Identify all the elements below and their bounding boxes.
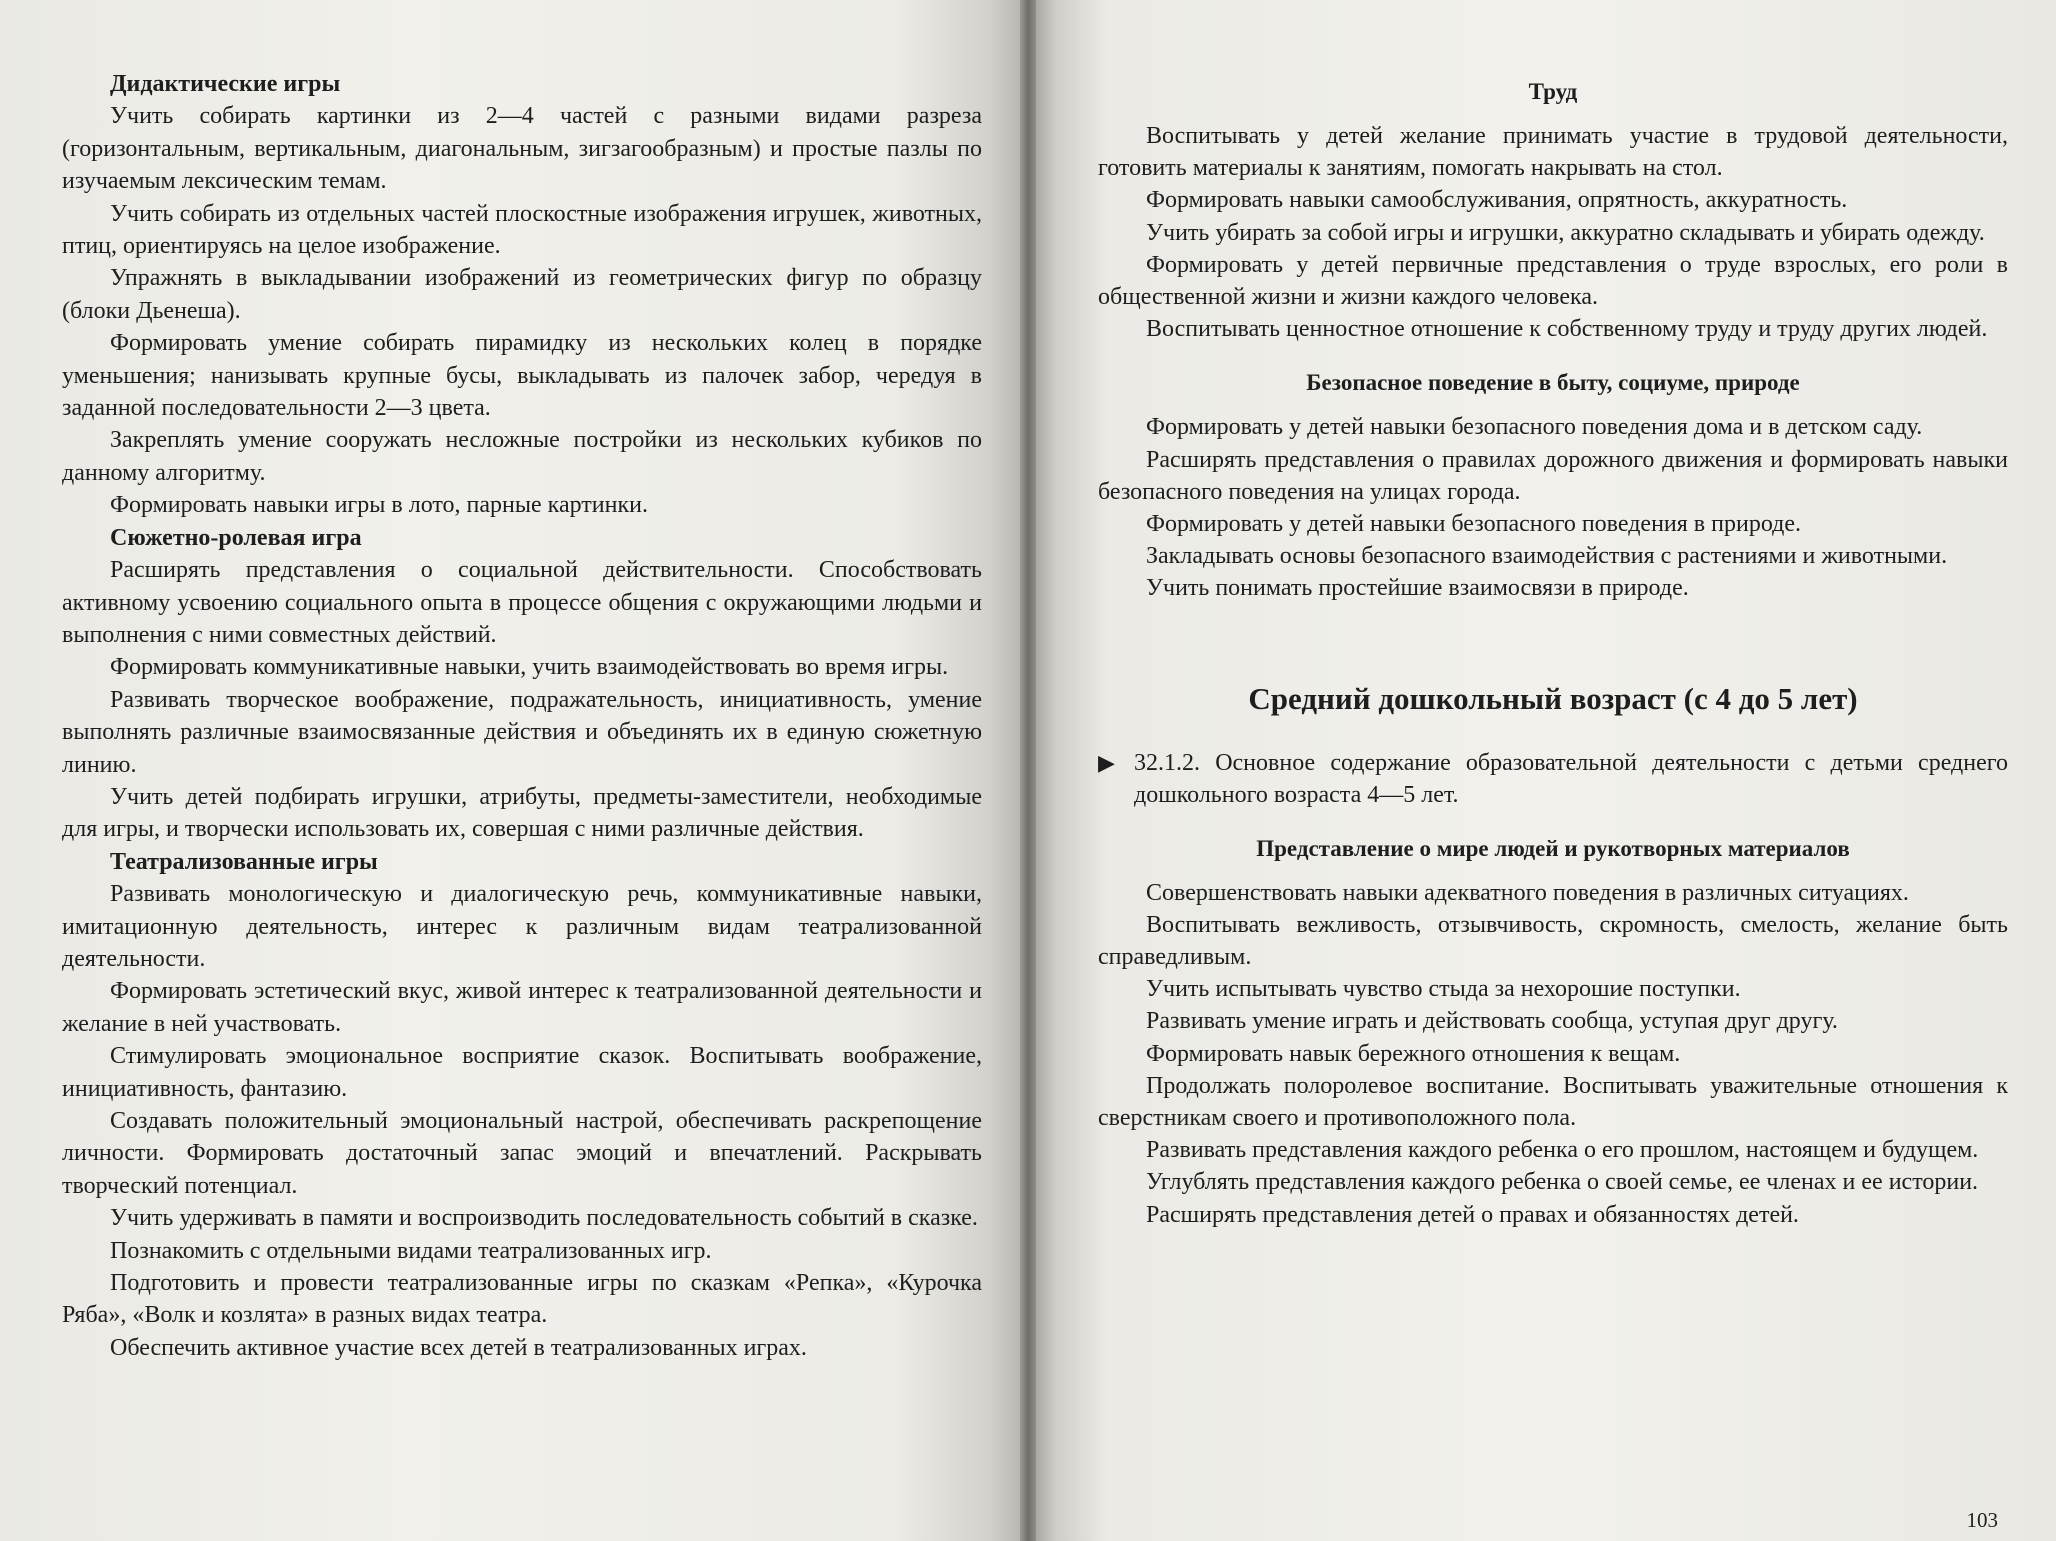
book-gutter: [1020, 0, 1036, 1541]
chapter-title: Средний дошкольный возраст (с 4 до 5 лет): [1248, 680, 1858, 716]
left-page-content: [62, 68, 982, 1364]
subsection-heading: Дидактические игры: [110, 71, 341, 97]
paragraph: Стимулировать эмоциональное восприятие сказок. Воспитывать воображение, инициативность, фантазию.: [62, 1043, 982, 1102]
paragraph: Создавать положительный эмоциональный настрой, обеспечивать раскрепощение личности. Формировать достаточный запас эмоций и впечатлений. Раскрывать творческий потенциал.: [62, 1108, 982, 1199]
section-heading-trud: Труд: [1528, 79, 1578, 104]
paragraph: Развивать монологическую и диалогическую речь, коммуникативные навыки, имитационную деятельность, интерес к различным видам театрализованной деятельности.: [62, 881, 982, 972]
paragraph: Совершенствовать навыки адекватного поведения в различных ситуациях.: [1146, 879, 1909, 906]
paragraph: Расширять представления детей о правах и обязанностях детей.: [1146, 1201, 1799, 1228]
subsection-heading: Сюжетно-ролевая игра: [110, 524, 362, 551]
left-page: [0, 0, 1020, 1541]
paragraph: Упражнять в выкладывании изображений из геометрических фигур по образцу (блоки Дьенеша).: [62, 265, 982, 324]
paragraph: Учить убирать за собой игры и игрушки, аккуратно складывать и убирать одежду.: [1146, 219, 1985, 246]
paragraph: Учить испытывать чувство стыда за нехорошие поступки.: [1146, 976, 1741, 1003]
paragraph: Формировать эстетический вкус, живой интерес к театрализованной деятельности и желание в ней участвовать.: [62, 978, 982, 1037]
paragraph: Формировать навыки игры в лото, парные картинки.: [110, 492, 648, 519]
paragraph: Формировать навык бережного отношения к вещам.: [1146, 1040, 1681, 1067]
subsection-heading: Театрализованные игры: [110, 848, 378, 875]
paragraph: Углублять представления каждого ребенка о своей семье, ее членах и ее истории.: [1146, 1169, 1979, 1196]
paragraph: Воспитывать у детей желание принимать участие в трудовой деятельности, готовить материалы к занятиям, помогать накрывать на стол.: [1098, 123, 2008, 182]
paragraph: Развивать представления каждого ребенка о его прошлом, настоящем и будущем.: [1146, 1137, 1979, 1164]
paragraph: Учить собирать из отдельных частей плоскостные изображения игрушек, животных, птиц, ориентируясь на целое изображение.: [62, 200, 982, 260]
play-triangle-icon: ▶: [1098, 749, 1115, 775]
paragraph: Учить детей подбирать игрушки, атрибуты, предметы-заместители, необходимые для игры, и творчески использовать их, совершая с ними различные действия.: [62, 783, 982, 843]
paragraph: Воспитывать ценностное отношение к собственному труду и труду других людей.: [1146, 316, 1988, 343]
paragraph: Формировать у детей первичные представления о труде взрослых, его роли в общественной жизни и жизни каждого человека.: [1098, 251, 2008, 311]
section-bullet-text: 32.1.2. Основное содержание образовательной деятельности с детьми среднего дошкольного возраста 4—5 лет.: [1134, 749, 2008, 808]
paragraph: Развивать умение играть и действовать сообща, уступая друг другу.: [1146, 1008, 1838, 1035]
paragraph: Формировать у детей навыки безопасного поведения в природе.: [1146, 511, 1801, 538]
paragraph: Подготовить и провести театрализованные игры по сказкам «Репка», «Курочка Ряба», «Волк и козлята» в разных видах театра.: [62, 1270, 982, 1329]
section-heading-people-world: Представление о мире людей и рукотворных материалов: [1256, 835, 1850, 861]
paragraph: Закреплять умение сооружать несложные постройки из нескольких кубиков по данному алгоритму.: [62, 427, 982, 486]
paragraph: Формировать у детей навыки безопасного поведения дома и в детском саду.: [1146, 414, 1923, 441]
paragraph: Формировать умение собирать пирамидку из нескольких колец в порядке уменьшения; нанизывать крупные бусы, выкладывать из палочек забор, чередуя в заданной последовательности 2—3 цвета.: [62, 330, 982, 422]
paragraph: Закладывать основы безопасного взаимодействия с растениями и животными.: [1146, 543, 1948, 570]
paragraph: Расширять представления о социальной действительности. Способствовать активному усвоению социального опыта в процессе общения с окружающими людьми и выполнения с ними совместных действий.: [62, 557, 982, 648]
paragraph: Формировать навыки самообслуживания, опрятность, аккуратность.: [1146, 187, 1848, 214]
paragraph: Воспитывать вежливость, отзывчивость, скромность, смелость, желание быть справедливым.: [1098, 911, 2008, 971]
page-number: 103: [1966, 1508, 1998, 1532]
section-heading-safe-behavior: Безопасное поведение в быту, социуме, природе: [1306, 370, 1800, 396]
paragraph: Развивать творческое воображение, подражательность, инициативность, умение выполнять различные взаимосвязанные действия и объединять их в единую сюжетную линию.: [62, 686, 982, 778]
paragraph: Учить понимать простейшие взаимосвязи в природе.: [1146, 575, 1689, 602]
paragraph: Учить удерживать в памяти и воспроизводить последовательность событий в сказке.: [110, 1205, 978, 1232]
paragraph: Обеспечить активное участие всех детей в театрализованных играх.: [110, 1334, 807, 1361]
trud-paragraphs: [1098, 120, 2008, 345]
paragraph: Продолжать полоролевое воспитание. Воспитывать уважительные отношения к сверстникам своего и противоположного пола.: [1098, 1072, 2008, 1132]
paragraph: Учить собирать картинки из 2—4 частей с разными видами разреза (горизонтальным, вертикальным, диагональным, зигзагообразным) и простые пазлы по изучаемым лексическим темам.: [62, 103, 982, 195]
paragraph: Познакомить с отдельными видами театрализованных игр.: [110, 1237, 712, 1264]
section-bullet: [1098, 747, 2008, 811]
safe-behavior-paragraphs: [1098, 411, 2008, 604]
right-page: [1036, 0, 2056, 1541]
paragraph: Расширять представления о правилах дорожного движения и формировать навыки безопасного поведения на улицах города.: [1098, 446, 2008, 505]
people-world-paragraphs: [1098, 877, 2008, 1231]
paragraph: Формировать коммуникативные навыки, учить взаимодействовать во время игры.: [110, 654, 949, 681]
